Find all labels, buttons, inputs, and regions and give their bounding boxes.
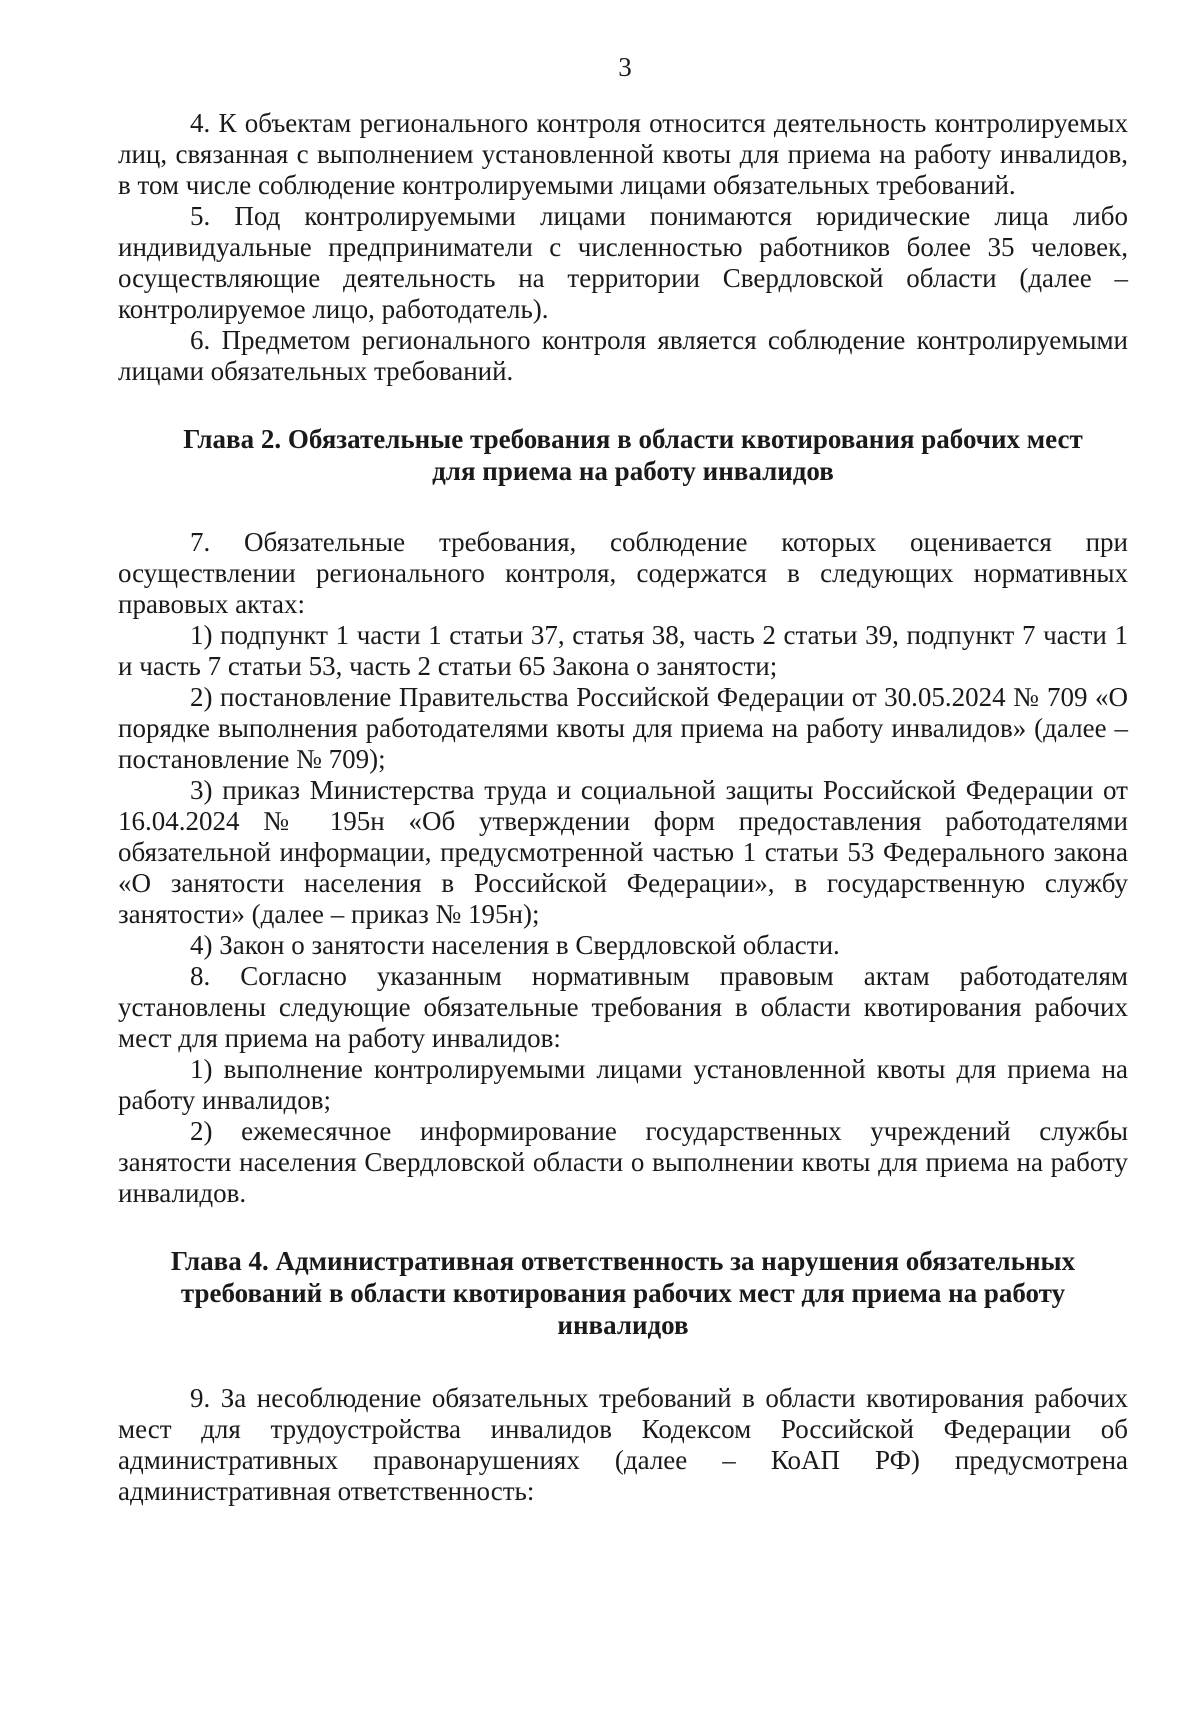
subitem-7-4: 4) Закон о занятости населения в Свердловской области. (190, 930, 840, 960)
paragraph-item-4: 4. К объектам регионального контроля относится деятельность контролируемых лиц, связанная с выполнением установленной квоты для приема на работу инвалидов, в том числе соблюдение контролируемыми лицами обязательных требований. (118, 108, 1128, 200)
subitem-7-1: 1) подпункт 1 части 1 статьи 37, статья 38, часть 2 статьи 39, подпункт 7 части 1 и часть 7 статьи 53, часть 2 статьи 65 Закона о занятости; (118, 620, 1128, 681)
paragraph-item-9: 9. За несоблюдение обязательных требований в области квотирования рабочих мест для трудоустройства инвалидов Кодексом Российской Федерации об административных правонарушениях (далее – КоАП РФ) предусмотрена административная ответственность: (118, 1383, 1128, 1506)
page-number: 3 (618, 52, 632, 82)
subitem-7-2: 2) постановление Правительства Российской Федерации от 30.05.2024 № 709 «О порядке выполнения работодателями квоты для приема на работу инвалидов» (далее – постановление № 709); (118, 682, 1128, 774)
paragraph-item-7: 7. Обязательные требования, соблюдение которых оценивается при осуществлении регионального контроля, содержатся в следующих нормативных правовых актах: (118, 527, 1128, 619)
paragraph-item-5: 5. Под контролируемыми лицами понимаются юридические лица либо индивидуальные предприниматели с численностью работников более 35 человек, осуществляющие деятельность на территории Свердловской области (далее – контролируемое лицо, работодатель). (118, 201, 1128, 324)
subitem-7-3: 3) приказ Министерства труда и социальной защиты Российской Федерации от 16.04.2024 № 195н «Об утверждении форм предоставления работодателями обязательной информации, предусмотренной частью 1 статьи 53 Федерального закона «О занятости населения в Российской Федерации», в государственную службу занятости» (далее – приказ № 195н); (118, 775, 1128, 929)
paragraph-item-6: 6. Предметом регионального контроля является соблюдение контролируемыми лицами обязательных требований. (118, 325, 1128, 386)
paragraph-item-8: 8. Согласно указанным нормативным правовым актам работодателям установлены следующие обязательные требования в области квотирования рабочих мест для приема на работу инвалидов: (118, 961, 1128, 1053)
subitem-8-1: 1) выполнение контролируемыми лицами установленной квоты для приема на работу инвалидов; (118, 1054, 1128, 1115)
chapter-2-heading: Глава 2. Обязательные требования в области квотирования рабочих мест для приема на работу инвалидов (183, 424, 1083, 486)
subitem-8-2: 2) ежемесячное информирование государственных учреждений службы занятости населения Свердловской области о выполнении квоты для приема на работу инвалидов. (118, 1116, 1128, 1208)
document-body (118, 108, 1128, 1507)
chapter-4-heading: Глава 4. Административная ответственность за нарушения обязательных требований в области квотирования рабочих мест для приема на работу инвалидов (170, 1246, 1076, 1340)
